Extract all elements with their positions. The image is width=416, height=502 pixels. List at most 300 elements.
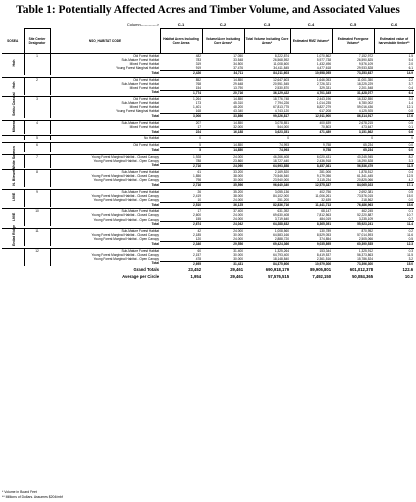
- value-cell: 35,596: [202, 183, 244, 188]
- total-label: Total: [151, 90, 160, 95]
- value-cell: 30.000: [233, 178, 244, 183]
- value-cell: 7,812,563: [316, 213, 332, 218]
- value-cell: 11.5: [374, 163, 414, 168]
- value-cell: 2,157: [193, 252, 202, 257]
- value-cell: 2,692,381: [358, 189, 374, 194]
- habitat-code: Young Forest Marginal Habitat - Closed Canopy: [91, 154, 160, 159]
- value-cell: 3.3: [408, 97, 414, 102]
- value-cell: 462,245: [361, 209, 374, 214]
- value-cell: 1,646,053: [316, 77, 332, 82]
- total-label: Total: [151, 241, 160, 246]
- value-cell: 6.4: [374, 90, 414, 95]
- habitat-code: Young Forest Marginal Habitat - Open Canopy: [93, 217, 160, 222]
- value-cell: 2,510: [160, 202, 202, 207]
- value-cell: 6,020,431: [316, 154, 332, 159]
- value-cell: 14.850: [233, 97, 244, 102]
- value-cell: 34.500: [233, 62, 244, 66]
- habitat-code: Sub-Mature Forest Habitat: [121, 209, 160, 214]
- value-cell: 60,390,535: [332, 241, 374, 246]
- value-cell: 65,234: [332, 147, 374, 152]
- value-cell: 8,457,361: [290, 163, 332, 168]
- value-cell: 60: [197, 248, 202, 253]
- value-cell: 24.000: [233, 217, 244, 222]
- value-cell: 52,220,887: [357, 213, 374, 218]
- value-cell: 26: [197, 189, 202, 194]
- value-cell: 4.2: [408, 178, 414, 183]
- habitat-code: Old Forest Habitat: [133, 54, 160, 58]
- header-nso: NSO_HABITAT CODE: [50, 29, 160, 54]
- value-cell: 34,411,845: [273, 66, 290, 70]
- value-cell: 2,716: [160, 163, 202, 168]
- site-designator: 6: [24, 142, 50, 147]
- value-cell: 18,776,748: [273, 97, 290, 102]
- sosea-label: Entiat Ridge: [12, 225, 16, 247]
- value-cell: 33.548: [233, 58, 244, 62]
- site-designator: 12: [24, 248, 50, 253]
- value-cell: 0: [287, 136, 290, 141]
- value-cell: 2,505,066: [358, 236, 374, 241]
- value-cell: 3,151,862: [332, 129, 374, 134]
- value-cell: 42: [197, 228, 202, 233]
- habitat-code: Young Forest Marginal Habitat - Closed Canopy: [91, 193, 160, 198]
- value-cell: 2,600: [193, 213, 202, 218]
- habitat-code: Sub-Mature Forest Habitat: [121, 228, 160, 233]
- value-cell: 1.4: [408, 101, 414, 106]
- value-cell: 852: [195, 77, 202, 82]
- value-cell: 2,419: [193, 193, 202, 198]
- habitat-code: Young Forest Marginal Habitat: [116, 66, 160, 71]
- value-cell: 1,954: [190, 273, 202, 279]
- habitat-code: Old Forest Habitat: [133, 143, 160, 148]
- total-label: Total: [151, 182, 160, 187]
- value-cell: 17.050: [233, 54, 244, 58]
- value-cell: 18,225,229: [357, 81, 374, 86]
- value-cell: 33,896: [202, 114, 244, 119]
- value-cell: 4,701,345: [290, 90, 332, 95]
- value-cell: 29,933,828: [357, 66, 374, 70]
- value-cell: 18,148,840: [273, 256, 290, 261]
- value-cell: 10.7: [406, 213, 414, 218]
- column-id: C-5: [349, 22, 357, 27]
- value-cell: 24.000: [233, 213, 244, 218]
- site-designator: 10: [24, 209, 50, 214]
- value-cell: 788: [195, 158, 202, 163]
- value-cell: 3.2: [408, 256, 414, 261]
- value-cell: 2,716: [160, 183, 202, 188]
- value-cell: 14.850: [233, 120, 244, 125]
- data-table: [2, 22, 415, 280]
- value-cell: 0.1: [408, 124, 414, 129]
- column-id: C-2: [219, 22, 227, 27]
- value-cell: 32.000: [233, 124, 244, 129]
- value-cell: 15,786,524: [357, 256, 374, 261]
- value-cell: 2,888,720: [274, 236, 290, 241]
- total-label: Total: [151, 261, 160, 266]
- total-label: Total: [151, 163, 160, 168]
- header-sosea: SOSEA: [2, 29, 24, 54]
- value-cell: 69,424,366: [244, 241, 290, 246]
- habitat-code: Young Forest Marginal Habitat - Open Canopy: [93, 198, 160, 202]
- value-cell: 9,035,895: [290, 241, 332, 246]
- value-cell: 2.2: [408, 77, 414, 82]
- value-cell: 8,529,053: [316, 232, 332, 237]
- sosea-label: I-90E: [12, 192, 16, 202]
- value-cell: 70,546,540: [273, 174, 290, 179]
- habitat-code: Young Forest Marginal Habitat - Open Canopy: [93, 178, 160, 183]
- value-cell: 0.7: [408, 217, 414, 222]
- value-cell: 84,065,023: [332, 183, 374, 188]
- value-cell: 24,042: [202, 222, 244, 227]
- value-cell: 0.2: [408, 228, 414, 233]
- site-designator: 3: [24, 97, 50, 102]
- value-cell: 14,850: [202, 147, 244, 152]
- value-cell: 30.000: [233, 256, 244, 261]
- value-cell: 0: [199, 136, 202, 141]
- value-cell: 9,179,056: [316, 174, 332, 179]
- value-cell: 3.7: [408, 81, 414, 86]
- value-cell: 11,441,713: [290, 202, 332, 207]
- value-cell: 37.476: [233, 66, 244, 70]
- average-row: [2, 273, 414, 280]
- value-cell: 82,836,716: [244, 202, 290, 207]
- value-cell: 37.400: [233, 209, 244, 214]
- footnote-volume: * Volume in Board Feet: [2, 490, 37, 494]
- total-label: Total: [151, 147, 160, 152]
- value-cell: 29.648: [233, 81, 244, 86]
- value-cell: 1,325,264: [274, 248, 290, 253]
- value-cell: 2,436,918: [316, 158, 332, 163]
- value-cell: 2,426: [160, 71, 202, 76]
- habitat-code: Mixed Forest Habitat: [129, 125, 160, 130]
- value-cell: 20,951,545: [273, 81, 290, 86]
- total-label: Total: [151, 202, 160, 207]
- value-cell: 251,200: [277, 197, 290, 202]
- value-cell: 3,055,136: [274, 189, 290, 194]
- site-designator: 4: [24, 120, 50, 125]
- header-site_center: Site Center Designator: [24, 29, 50, 54]
- value-cell: 74,993: [279, 142, 290, 147]
- value-cell: 86,314,917: [332, 114, 374, 119]
- value-cell: 65,234: [363, 142, 374, 147]
- value-cell: 8,419,537: [316, 252, 332, 257]
- value-cell: 84,375,606: [244, 261, 290, 266]
- value-cell: 99,226,817: [244, 114, 290, 119]
- value-cell: 2,530,870: [274, 85, 290, 90]
- value-cell: 15.0: [374, 261, 414, 266]
- value-cell: 13.790: [233, 85, 244, 90]
- value-cell: 84,102,000: [273, 193, 290, 198]
- value-cell: 73,576,015: [357, 193, 374, 198]
- value-cell: 96,640,340: [244, 183, 290, 188]
- habitat-code: Sub-Mature Forest Habitat: [121, 58, 160, 62]
- value-cell: 2,169,520: [274, 170, 290, 175]
- value-cell: 1,432,496: [316, 62, 332, 66]
- value-cell: 2,346: [160, 241, 202, 246]
- value-cell: 120: [195, 236, 202, 241]
- value-cell: 10: [197, 197, 202, 202]
- value-cell: 26,568,592: [273, 58, 290, 62]
- value-cell: 57,014,593: [357, 232, 374, 237]
- habitat-code: Mixed Forest Habitat: [129, 62, 160, 66]
- value-cell: 31,428,077: [332, 90, 374, 95]
- value-cell: 29,461: [230, 266, 244, 272]
- value-cell: 14.850: [233, 77, 244, 82]
- value-cell: 7,794,226: [274, 101, 290, 106]
- value-cell: 10.2: [404, 273, 414, 279]
- value-cell: 0.4: [408, 85, 414, 90]
- value-cell: 631,392: [277, 209, 290, 214]
- value-cell: 36,125: [202, 202, 244, 207]
- value-cell: 11,001,350: [357, 77, 374, 82]
- value-cell: 1.5: [408, 54, 414, 58]
- sosea-label: Hoh: [12, 59, 16, 67]
- value-cell: 61: [197, 170, 202, 175]
- value-cell: 73,396,300: [332, 261, 374, 266]
- value-cell: 1,401: [193, 105, 202, 110]
- habitat-code: Young Forest Marginal Habitat - Open Canopy: [93, 237, 160, 242]
- value-cell: 67,813,775: [273, 105, 290, 110]
- value-cell: 4,477,618: [316, 66, 332, 70]
- value-cell: 23,452: [188, 266, 202, 272]
- value-cell: 0.5: [408, 120, 414, 125]
- value-cell: 155: [195, 217, 202, 222]
- value-cell: 218,562: [361, 197, 374, 202]
- sosea-label: N. Blewett: [12, 168, 16, 187]
- habitat-code: Sub-Mature Forest Habitat: [121, 101, 160, 106]
- value-cell: 1,014,235: [316, 101, 332, 106]
- habitat-code: Sub-Mature Forest Habitat: [121, 120, 160, 125]
- value-cell: 56,536,479: [332, 163, 374, 168]
- value-cell: 11.4: [374, 222, 414, 227]
- site-designator: 9: [24, 189, 50, 194]
- habitat-code: Old Forest Habitat: [133, 77, 160, 82]
- value-cell: 4,743,120: [274, 109, 290, 114]
- value-cell: 73,253,637: [332, 71, 374, 76]
- site-designator: 2: [24, 77, 50, 82]
- value-cell: 26,590,825: [357, 58, 374, 62]
- value-cell: 57,576,515: [268, 273, 290, 279]
- header-c5: Estimated Foregone Volume*: [332, 29, 374, 54]
- value-cell: 38.000: [233, 193, 244, 198]
- grand-totals-row-label: Grand Totals: [133, 266, 160, 272]
- value-cell: 16,290,528: [357, 158, 374, 163]
- value-cell: 3,235,109: [358, 217, 374, 222]
- sosea-label: I-90E: [12, 212, 16, 221]
- value-cell: 0: [371, 136, 374, 141]
- value-cell: 11.6: [407, 232, 414, 237]
- value-cell: 374,854: [319, 236, 332, 241]
- value-cell: 5: [160, 147, 202, 152]
- value-cell: 32,639: [321, 197, 332, 202]
- habitat-code: Young Forest Marginal Habitat - Closed Canopy: [91, 174, 160, 179]
- value-cell: 15.6: [374, 202, 414, 207]
- value-cell: 471,489: [290, 129, 332, 134]
- value-cell: 329,331: [319, 85, 332, 90]
- value-cell: 56,373,863: [357, 252, 374, 257]
- value-cell: 8.2: [408, 154, 414, 159]
- value-cell: 224: [160, 129, 202, 134]
- value-cell: 15.0: [406, 193, 414, 198]
- value-cell: 0.0: [408, 142, 414, 147]
- value-cell: 69,630,408: [273, 213, 290, 218]
- sosea-label: White Salmon: [12, 146, 16, 170]
- value-cell: 473,647: [361, 124, 374, 129]
- value-cell: 12,911,900: [290, 114, 332, 119]
- value-cell: 17.6: [374, 114, 414, 119]
- value-cell: 30.000: [233, 252, 244, 257]
- value-cell: 11,006,261: [315, 193, 332, 198]
- value-cell: 783: [195, 58, 202, 62]
- habitat-code: Sub-Mature Forest Habitat: [121, 189, 160, 194]
- header-row: [2, 29, 414, 54]
- value-cell: 29,461: [230, 273, 244, 279]
- value-cell: 0.0: [374, 147, 414, 152]
- header-c3: Total Volume Including Core Areas*: [244, 29, 290, 54]
- value-cell: 0.0: [408, 197, 414, 202]
- column-id: C-3: [263, 22, 271, 27]
- value-cell: 6.1: [408, 66, 414, 70]
- value-cell: 84,211,603: [244, 71, 290, 76]
- value-cell: 1,856: [193, 174, 202, 179]
- value-cell: 3,078,851: [274, 120, 290, 125]
- value-cell: 31,431: [202, 261, 244, 266]
- value-cell: 482: [195, 54, 202, 58]
- value-cell: 3,719,640: [274, 217, 290, 222]
- value-cell: 24,090: [202, 163, 244, 168]
- footnote-value: ** Millions of Dollars. Assumes $204/mbf: [2, 494, 63, 499]
- value-cell: 3,006: [160, 114, 202, 119]
- value-cell: 33.200: [233, 170, 244, 175]
- value-cell: 64,793,400: [273, 252, 290, 257]
- value-cell: 2,361,516: [316, 256, 332, 261]
- value-cell: 12,647,603: [273, 77, 290, 82]
- value-cell: 153,344: [319, 248, 332, 253]
- value-cell: 3,623,351: [244, 129, 290, 134]
- value-cell: 870,952: [361, 228, 374, 233]
- value-cell: 5: [199, 142, 202, 147]
- value-cell: 130,789: [319, 228, 332, 233]
- value-cell: 544,000: [277, 124, 290, 129]
- value-cell: 64,583,166: [273, 232, 290, 237]
- value-cell: 319: [195, 62, 202, 66]
- habitat-code: Mixed Forest Habitat: [129, 85, 160, 90]
- value-cell: 74,993: [244, 147, 290, 152]
- value-cell: 919: [195, 66, 202, 70]
- value-cell: 11,008,600: [273, 62, 290, 66]
- value-cell: 17: [197, 209, 202, 214]
- site-designator: 8: [24, 170, 50, 175]
- value-cell: 617,208: [319, 109, 332, 114]
- value-cell: 29,556: [202, 241, 244, 246]
- total-label: Total: [151, 129, 160, 134]
- value-cell: 24.000: [233, 236, 244, 241]
- column-arrow-label: Column------------>: [126, 22, 160, 27]
- value-cell: 50,084,365: [352, 273, 374, 279]
- habitat-code: Sub-Mature Forest Habitat: [121, 248, 160, 253]
- habitat-code: Young Forest Marginal Habitat: [116, 109, 160, 114]
- value-cell: 40,245,945: [357, 154, 374, 159]
- value-cell: 2.0: [408, 62, 414, 66]
- value-cell: 173: [195, 101, 202, 106]
- value-cell: 31.400: [233, 248, 244, 253]
- value-cell: 0.6: [374, 129, 414, 134]
- value-cell: 10,958,055: [290, 71, 332, 76]
- value-cell: 154: [195, 85, 202, 90]
- value-cell: 68,147: [321, 209, 332, 214]
- value-cell: 5,977,738: [316, 58, 332, 62]
- value-cell: 0.1: [408, 209, 414, 214]
- habitat-code: Young Forest Marginal Habitat - Open Canopy: [93, 158, 160, 163]
- value-cell: 16,332,550: [357, 97, 374, 102]
- value-cell: 0.5: [408, 236, 414, 241]
- sosea-label: Hoh: [12, 81, 16, 89]
- value-cell: 0.3: [408, 248, 414, 253]
- total-label: Total: [151, 70, 160, 75]
- sosea-label: Sekiu Coastal: [12, 92, 16, 117]
- value-cell: 24.000: [233, 197, 244, 202]
- sosea-label: Mineral: [12, 119, 16, 133]
- value-cell: 768: [195, 81, 202, 86]
- value-cell: 76,486,963: [332, 202, 374, 207]
- average-row-label: Average per Circle: [122, 273, 160, 279]
- value-cell: 3.3: [408, 158, 414, 163]
- value-cell: 2,674: [160, 222, 202, 227]
- value-cell: 8,222,874: [274, 54, 290, 58]
- value-cell: 59,016,436: [357, 105, 374, 110]
- header-c1: Habitat Acres Including Core Areas: [160, 29, 202, 54]
- value-cell: 20,716: [202, 90, 244, 95]
- habitat-code: Young Forest Marginal Habitat - Open Canopy: [93, 256, 160, 261]
- value-cell: 281,006: [319, 170, 332, 175]
- value-cell: 24.000: [233, 154, 244, 159]
- value-cell: 0: [411, 136, 414, 141]
- value-cell: 10,979,306: [290, 261, 332, 266]
- value-cell: 2,201,548: [358, 85, 374, 90]
- value-cell: 55,923,241: [332, 222, 374, 227]
- site-designator: 11: [24, 228, 50, 233]
- value-cell: 2,695: [160, 261, 202, 266]
- value-cell: 12.3: [374, 241, 414, 246]
- habitat-code: Mixed Forest Habitat: [129, 105, 160, 110]
- value-cell: 9,758: [323, 142, 332, 147]
- footnotes: [2, 490, 63, 499]
- value-cell: 0.4: [408, 170, 414, 175]
- value-cell: 1,325,912: [358, 248, 374, 253]
- value-cell: 16,188: [202, 129, 244, 134]
- header-c4: Estimated RMZ Volume*: [290, 29, 332, 54]
- value-cell: 14.9: [374, 71, 414, 76]
- value-cell: 30.000: [233, 232, 244, 237]
- site-designator: 5: [24, 136, 50, 141]
- value-cell: 478: [195, 256, 202, 261]
- habitat-code: No Habitat: [143, 136, 160, 141]
- habitat-code: Sub-Mature Forest Habitat: [121, 81, 160, 86]
- value-cell: 798: [195, 178, 202, 183]
- value-cell: 43.340: [233, 109, 244, 114]
- value-cell: 1,774: [160, 90, 202, 95]
- value-cell: 1,878,512: [358, 170, 374, 175]
- value-cell: 38.000: [233, 174, 244, 179]
- value-cell: 402,756: [319, 189, 332, 194]
- value-cell: 690,918,179: [265, 266, 290, 272]
- site-designator: 7: [24, 154, 50, 159]
- value-cell: 35.200: [233, 189, 244, 194]
- habitat-code: Young Forest Marginal Habitat - Closed Canopy: [91, 213, 160, 218]
- value-cell: 9,758: [290, 147, 332, 152]
- habitat-code: Sub-Mature Forest Habitat: [121, 170, 160, 175]
- value-cell: 20,825,066: [357, 178, 374, 183]
- value-cell: 14.850: [233, 142, 244, 147]
